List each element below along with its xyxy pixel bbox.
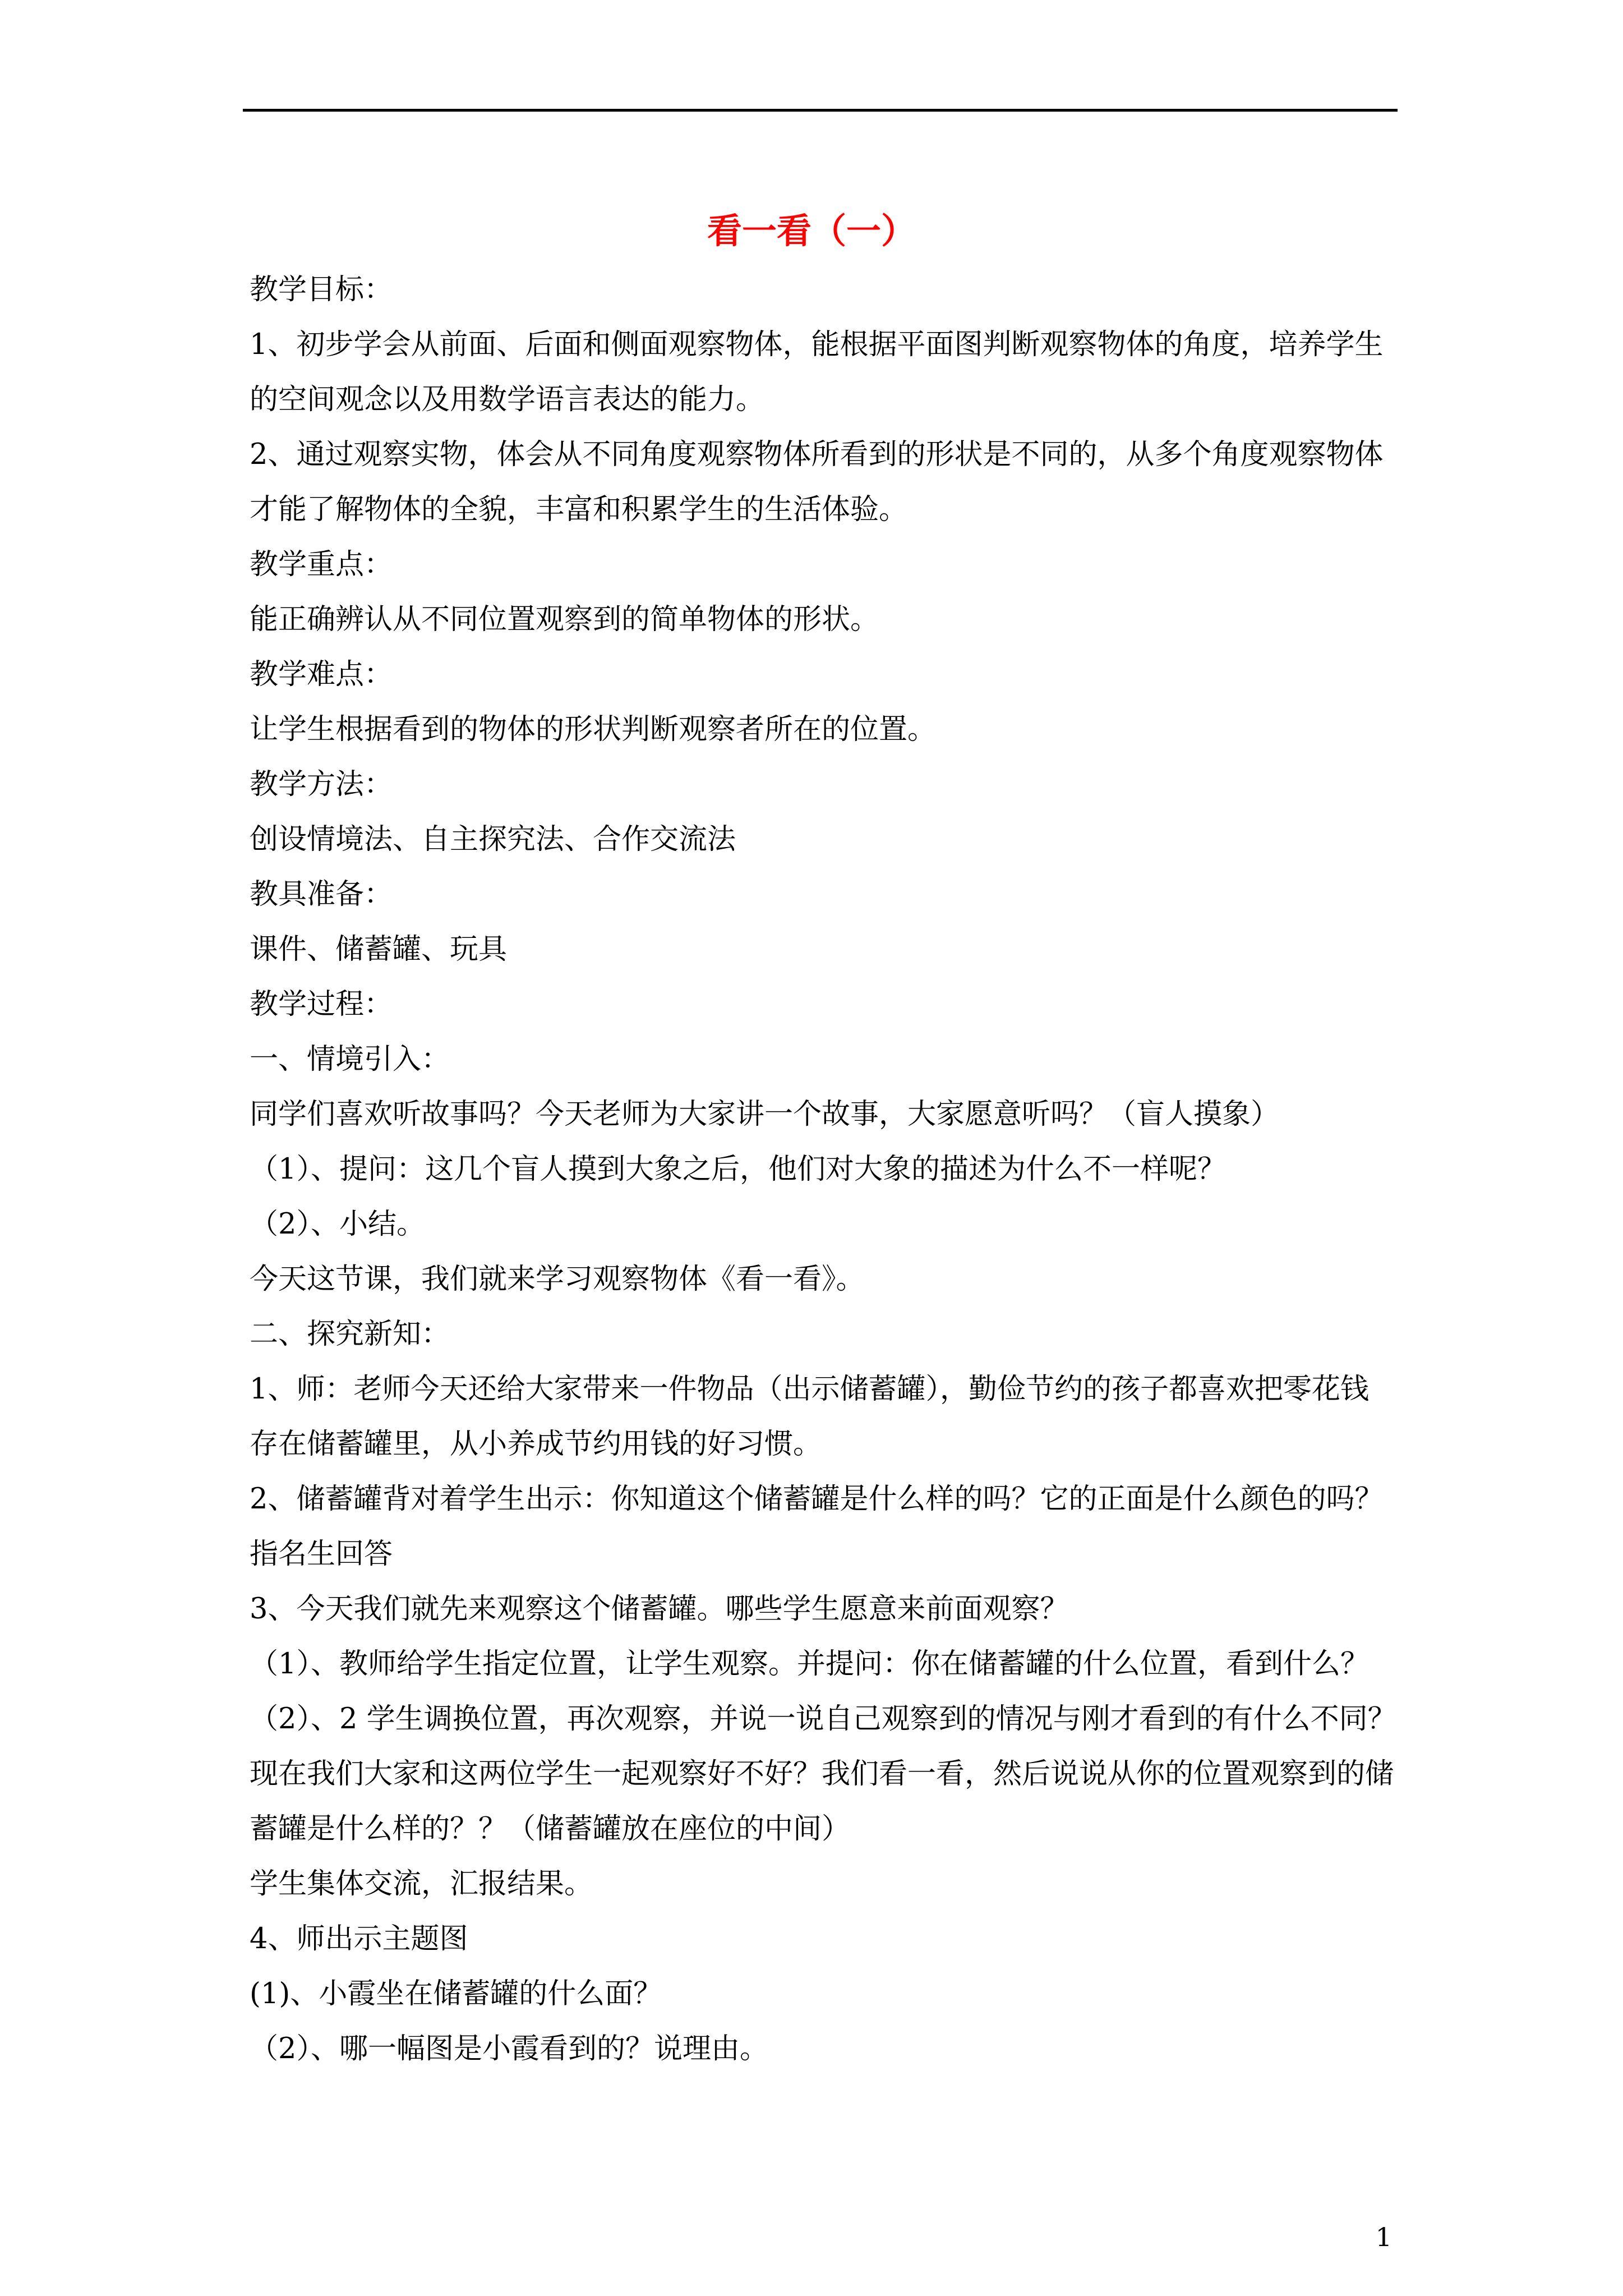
paragraph-line: 3、今天我们就先来观察这个储蓄罐。哪些学生愿意来前面观察？ <box>250 1593 1069 1626</box>
paragraph-line: （1）、教师给学生指定位置，让学生观察。并提问：你在储蓄罐的什么位置，看到什么？ <box>250 1648 1369 1681</box>
document-title: 看一看（一） <box>707 210 916 251</box>
paragraph-line: 能正确辨认从不同位置观察到的简单物体的形状。 <box>250 603 879 636</box>
paragraph-line: 创设情境法、自主探究法、合作交流法 <box>250 823 736 856</box>
paragraph-line: （2）、哪一幅图是小霞看到的？说理由。 <box>250 2032 768 2065</box>
section-heading-objectives: 教学目标： <box>250 273 393 306</box>
section-heading-methods: 教学方法： <box>250 768 393 801</box>
section-heading-key-points: 教学重点： <box>250 548 393 581</box>
paragraph-line: 的空间观念以及用数学语言表达的能力。 <box>250 383 765 416</box>
paragraph-line: 才能了解物体的全貌，丰富和积累学生的生活体验。 <box>250 493 908 526</box>
page-number: 1 <box>1375 2222 1392 2252</box>
paragraph-line: 课件、储蓄罐、玩具 <box>250 933 508 966</box>
paragraph-line: 1、初步学会从前面、后面和侧面观察物体，能根据平面图判断观察物体的角度，培养学生 <box>250 328 1384 361</box>
paragraph-line: （2）、小结。 <box>250 1208 425 1241</box>
section-heading-difficulties: 教学难点： <box>250 658 393 691</box>
paragraph-line: 蓄罐是什么样的？？（储蓄罐放在座位的中间） <box>250 1812 851 1846</box>
paragraph-line: （2）、2 学生调换位置，再次观察，并说一说自己观察到的情况与刚才看到的有什么不同？ <box>250 1703 1396 1736</box>
paragraph-line: 今天这节课，我们就来学习观察物体《看一看》。 <box>250 1263 865 1296</box>
paragraph-line: 指名生回答 <box>250 1538 393 1571</box>
paragraph-line: 2、通过观察实物，体会从不同角度观察物体所看到的形状是不同的，从多个角度观察物体 <box>250 438 1384 471</box>
paragraph-line: 现在我们大家和这两位学生一起观察好不好？我们看一看，然后说说从你的位置观察到的储 <box>250 1757 1394 1791</box>
paragraph-line: 同学们喜欢听故事吗？今天老师为大家讲一个故事，大家愿意听吗？（盲人摸象） <box>250 1098 1280 1131</box>
subsection-heading: 一、情境引入： <box>250 1043 450 1076</box>
paragraph-line: 存在储蓄罐里，从小养成节约用钱的好习惯。 <box>250 1428 822 1461</box>
document-body <box>250 263 1394 2077</box>
section-heading-process: 教学过程： <box>250 988 393 1021</box>
paragraph-line: 让学生根据看到的物体的形状判断观察者所在的位置。 <box>250 713 937 746</box>
section-heading-materials: 教具准备： <box>250 878 393 911</box>
paragraph-line: （1）、提问：这几个盲人摸到大象之后，他们对大象的描述为什么不一样呢？ <box>250 1153 1226 1186</box>
paragraph-line: 学生集体交流，汇报结果。 <box>250 1867 593 1901</box>
paragraph-line: 4、师出示主题图 <box>250 1922 468 1955</box>
subsection-heading: 二、探究新知： <box>250 1318 450 1351</box>
paragraph-line: 1、师：老师今天还给大家带来一件物品（出示储蓄罐），勤俭节约的孩子都喜欢把零花钱 <box>250 1373 1369 1406</box>
paragraph-line: 2、储蓄罐背对着学生出示：你知道这个储蓄罐是什么样的吗？它的正面是什么颜色的吗？ <box>250 1483 1384 1516</box>
paragraph-line: (1)、小霞坐在储蓄罐的什么面？ <box>250 1977 662 2010</box>
header-rule <box>243 109 1398 112</box>
